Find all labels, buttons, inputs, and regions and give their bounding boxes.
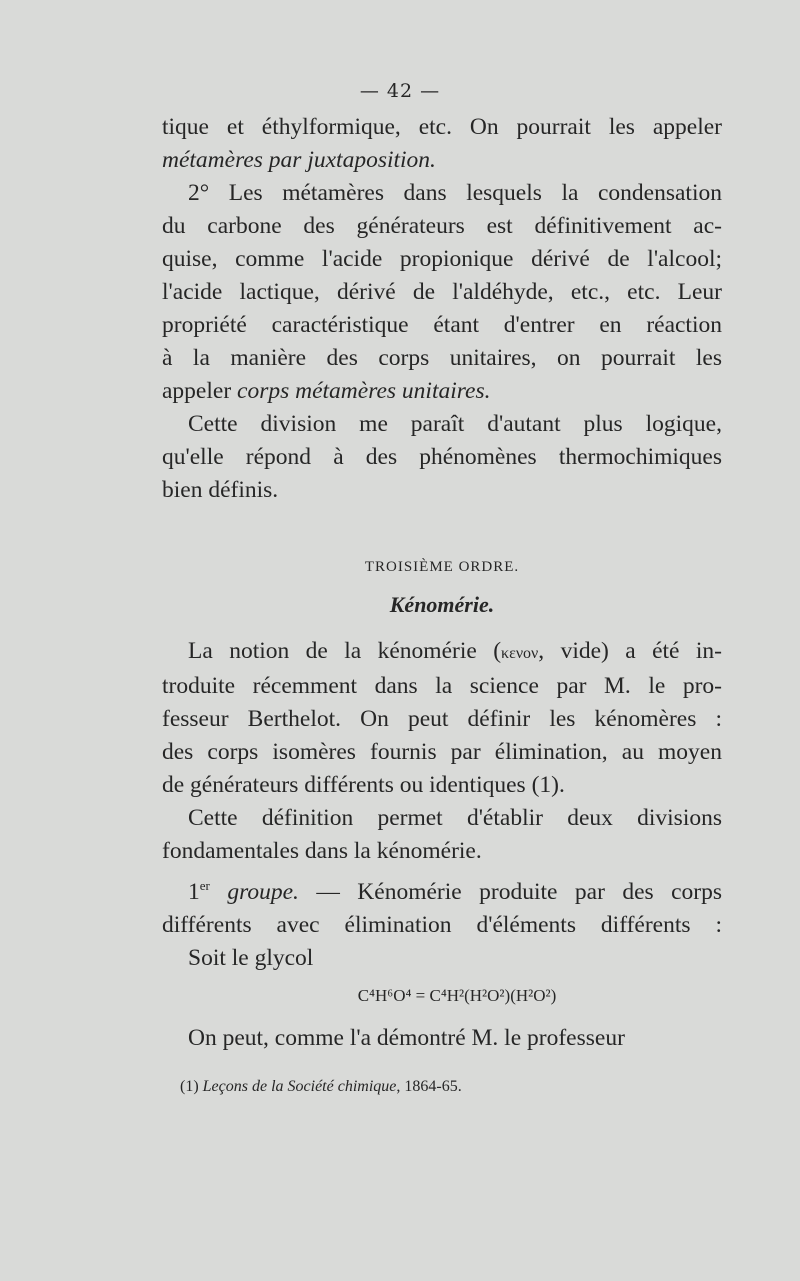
text-line: Soit le glycol: [188, 945, 314, 971]
footnote-source: Leçons de la Société chimique: [202, 1078, 397, 1095]
footnote: [180, 1078, 462, 1096]
footnote-marker: (1): [180, 1078, 203, 1095]
text-span: , vide) a été in-: [538, 638, 722, 664]
text-line: Cette définition permet d'établir deux divisions: [188, 805, 722, 831]
italic-term: groupe.: [227, 879, 299, 905]
section-heading: TROISIÈME ORDRE.: [364, 559, 520, 575]
page-number: — 42 —: [359, 80, 441, 102]
text-line: On peut, comme l'a démontré M. le professeur: [188, 1025, 625, 1051]
text-line: fesseur Berthelot. On peut définir les kénomères :: [162, 706, 722, 732]
text-span: appeler: [162, 378, 238, 404]
text-line: de générateurs différents ou identiques (1).: [162, 772, 565, 798]
section-subheading: Kénomérie.: [389, 592, 495, 617]
text-line: métamères par juxtaposition.: [162, 147, 436, 173]
text-line: Cette division me paraît d'autant plus logique,: [188, 411, 722, 437]
text-line: quise, comme l'acide propionique dérivé de l'alcool;: [162, 246, 722, 272]
text-span: — Kénomérie produite par des corps: [298, 879, 723, 905]
group-number: 1: [188, 879, 200, 905]
body-text: [162, 111, 722, 1055]
text-line: différents avec élimination d'éléments différents :: [162, 912, 722, 938]
text-line: propriété caractéristique étant d'entrer en réaction: [162, 312, 722, 338]
text-line: 2° Les métamères dans lesquels la condensation: [188, 180, 722, 206]
text-line: [162, 375, 722, 408]
text-line: bien définis.: [162, 477, 279, 503]
text-line: [162, 876, 722, 909]
text-line: fondamentales dans la kénomérie.: [162, 838, 482, 864]
footnote-text: , 1864-65.: [396, 1078, 462, 1095]
text-line: des corps isomères fournis par élimination, au moyen: [162, 739, 722, 765]
superscript: er: [199, 878, 210, 894]
italic-term: corps métamères unitaires.: [237, 378, 491, 404]
text-line: qu'elle répond à des phénomènes thermochimiques: [162, 444, 722, 470]
text-span: La notion de la kénomérie (: [188, 638, 502, 664]
chemical-formula: C⁴H⁶O⁴ = C⁴H²(H²O²)(H²O²): [357, 986, 557, 1005]
text-line: à la manière des corps unitaires, on pourrait les: [162, 345, 722, 371]
text-line: [162, 635, 722, 670]
text-line: troduite récemment dans la science par M. le pro-: [162, 673, 722, 699]
text-line: du carbone des générateurs est définitivement ac-: [162, 213, 722, 239]
text-line: tique et éthylformique, etc. On pourrait les appeler: [162, 114, 722, 140]
greek-word: κενον: [501, 645, 539, 662]
text-line: l'acide lactique, dérivé de l'aldéhyde, etc., etc. Leur: [162, 279, 722, 305]
